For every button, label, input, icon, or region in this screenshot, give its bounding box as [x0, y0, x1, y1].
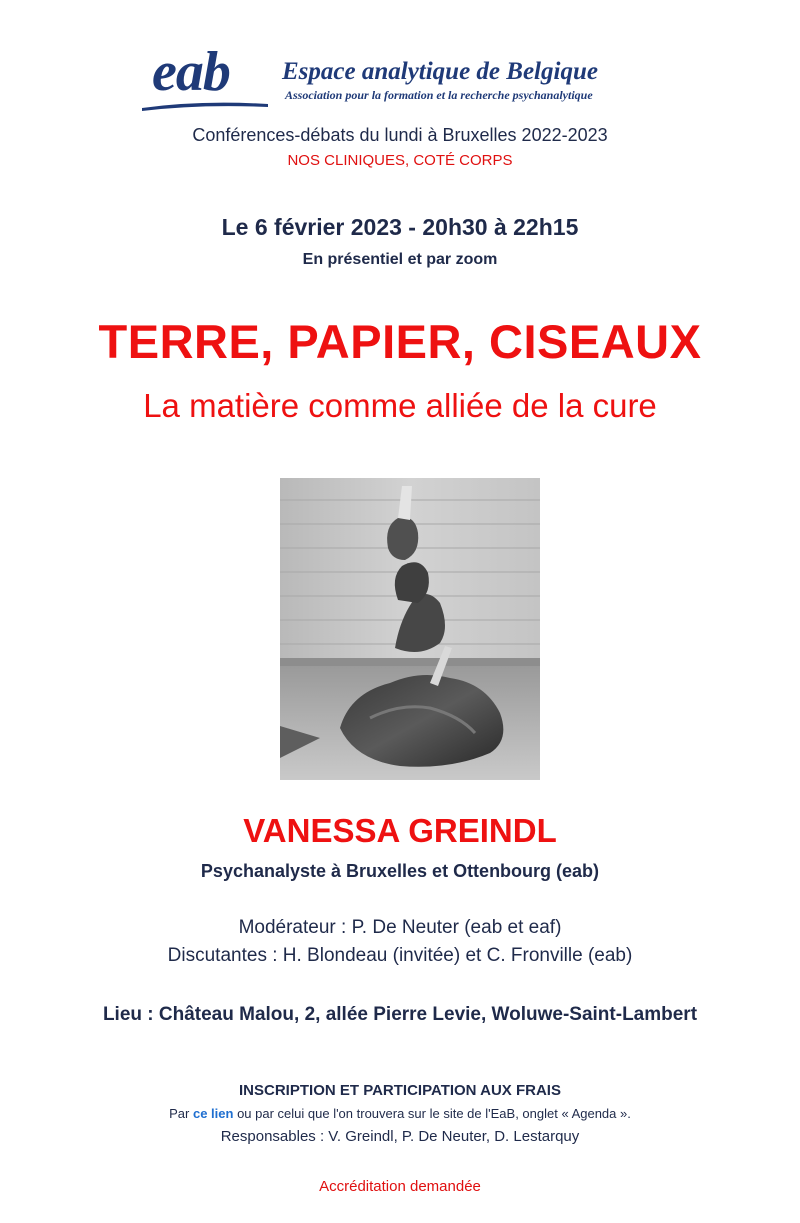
moderator-line: Modérateur : P. De Neuter (eab et eaf) [238, 917, 562, 938]
registration-text-after: ou par celui que l'on trouvera sur le site de l'EaB, onglet « Agenda ». [233, 1106, 631, 1121]
registration-text [0, 1106, 800, 1121]
venue-line: Lieu : Château Malou, 2, allée Pierre Levie, Woluwe-Saint-Lambert [102, 1004, 698, 1025]
event-date: Le 6 février 2023 - 20h30 à 22h15 [221, 214, 579, 240]
logo-mark [140, 41, 270, 120]
speaker-affiliation: Psychanalyste à Bruxelles et Ottenbourg (eab) [200, 861, 600, 881]
event-mode: En présentiel et par zoom [302, 251, 498, 268]
registration-text-before: Par [169, 1106, 193, 1121]
org-tagline: Association pour la formation et la recherche psychanalytique [285, 88, 593, 102]
event-subtitle: La matière comme alliée de la cure [143, 387, 657, 424]
sculpture-photo [280, 478, 540, 780]
speaker-name: VANESSA GREINDL [243, 812, 557, 849]
accreditation-line: Accréditation demandée [319, 1178, 481, 1195]
logo-letters: eab [152, 41, 230, 103]
discussants-line: Discutantes : H. Blondeau (invitée) et C. Fronville (eab) [167, 945, 633, 966]
logo-swoosh-icon [140, 98, 270, 112]
responsables-line: Responsables : V. Greindl, P. De Neuter, D. Lestarquy [220, 1128, 580, 1145]
cycle-title: NOS CLINIQUES, COTÉ CORPS [287, 152, 513, 169]
event-title: TERRE, PAPIER, CISEAUX [98, 315, 702, 368]
org-name: Espace analytique de Belgique [282, 58, 598, 85]
registration-link[interactable]: ce lien [192, 1106, 234, 1121]
eab-logo [140, 41, 700, 120]
series-title: Conférences-débats du lundi à Bruxelles 2022-2023 [192, 125, 608, 145]
registration-heading: INSCRIPTION ET PARTICIPATION AUX FRAIS [239, 1082, 561, 1099]
sculpture-image [280, 478, 540, 780]
